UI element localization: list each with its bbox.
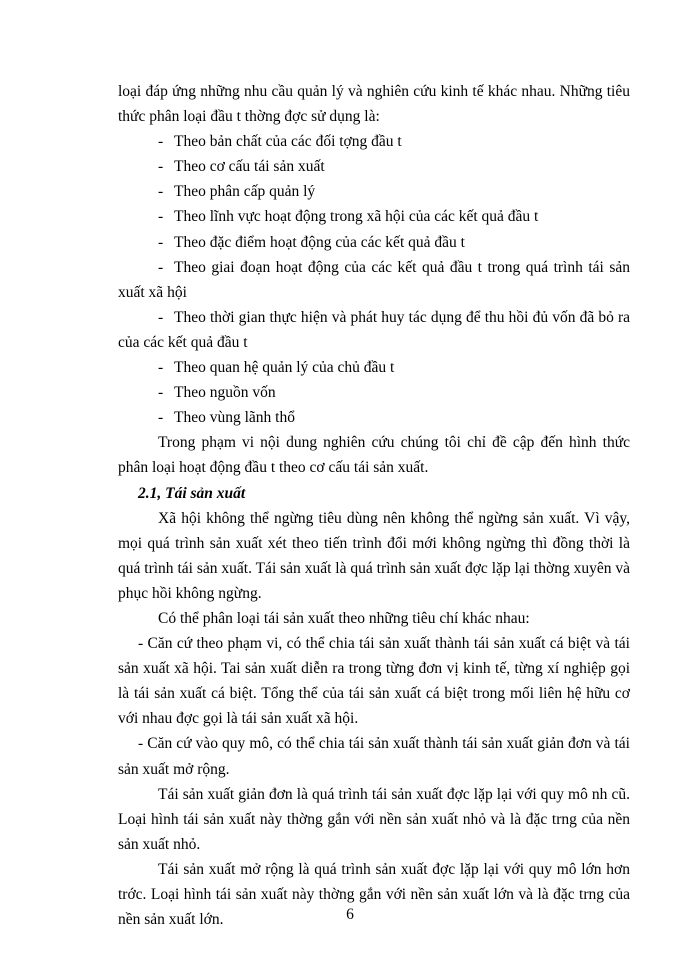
body-paragraph: Xã hội không thể ngừng tiêu dùng nên không thể ngừng sản xuất. Vì vậy, mọi quá trình sản xuất xét theo tiến trình đổi mới không ngừng thì đồng thời là quá trình tái sản xuất. Tái sản xuất là quá trình sản xuất đợc lặp lại thờng xuyên và phục hồi không ngừng. bbox=[118, 509, 630, 602]
scope-paragraph: Trong phạm vi nội dung nghiên cứu chúng tôi chỉ đề cập đến hình thức phân loại hoạt động đầu t theo cơ cấu tái sản xuất. bbox=[118, 434, 630, 477]
bullet-dash-icon: - bbox=[158, 133, 164, 151]
bullet-item: - Theo phân cấp quản lý bbox=[118, 179, 630, 204]
bullet-dash-icon: - bbox=[158, 183, 164, 201]
bullet-dash-icon: - bbox=[158, 208, 164, 226]
section-heading: 2.1, Tái sản xuất bbox=[138, 484, 246, 502]
bullet-item: - Theo bản chất của các đối tợng đầu t bbox=[118, 129, 630, 154]
bullet-dash-icon: - bbox=[158, 308, 164, 326]
bullet-dash-icon: - bbox=[158, 158, 164, 176]
bullet-dash-icon: - bbox=[158, 359, 164, 377]
bullet-item: - Theo thời gian thực hiện và phát huy tác dụng để thu hồi đủ vốn đã bỏ ra của các kết quả đầu t bbox=[118, 305, 630, 355]
body-paragraph: - Căn cứ vào quy mô, có thể chia tái sản xuất thành tái sản xuất giản đơn và tái sản xuất mở rộng. bbox=[118, 735, 630, 778]
intro-paragraph: loại đáp ứng những nhu cầu quản lý và nghiên cứu kinh tế khác nhau. Những tiêu thức phân loại đầu t thờng đợc sử dụng là: bbox=[118, 83, 630, 126]
bullet-item: - Theo giai đoạn hoạt động của các kết quả đầu t trong quá trình tái sản xuất xã hội bbox=[118, 255, 630, 305]
bullet-item: - Theo cơ cấu tái sản xuất bbox=[118, 154, 630, 179]
bullet-item: - Theo đặc điểm hoạt động của các kết quả đầu t bbox=[118, 230, 630, 255]
bullet-item: - Theo quan hệ quản lý của chủ đầu t bbox=[118, 355, 630, 380]
bullet-dash-icon: - bbox=[158, 258, 164, 276]
bullet-dash-icon: - bbox=[158, 233, 164, 251]
bullet-dash-icon: - bbox=[158, 384, 164, 402]
body-paragraph: Có thể phân loại tái sản xuất theo những tiêu chí khác nhau: bbox=[158, 609, 530, 627]
page-number: 6 bbox=[346, 906, 354, 923]
bullet-item: - Theo lĩnh vực hoạt động trong xã hội của các kết quả đầu t bbox=[118, 204, 630, 229]
body-paragraph: Tái sản xuất mở rộng là quá trình sản xuất đợc lặp lại với quy mô lớn hơn trớc. Loại hình tái sản xuất này thờng gắn với nền sản xuất lớn và là đặc trng của nền sản xuất lớn. bbox=[118, 860, 630, 929]
body-paragraph: Tái sản xuất giản đơn là quá trình tái sản xuất đợc lặp lại với quy mô nh cũ. Loại hình tái sản xuất này thờng gắn với nền sản xuất nhỏ và là đặc trng của nền sản xuất nhỏ. bbox=[118, 785, 630, 853]
body-paragraph: - Căn cứ theo phạm vi, có thể chia tái sản xuất thành tái sản xuất cá biệt và tái sản xuất xã hội. Tai sản xuất diễn ra trong từng đơn vị kinh tế, từng xí nghiệp gọi là tái sản xuất cá biệt. Tổng thể của tái sản xuất cá biệt trong mối liên hệ hữu cơ với nhau đợc gọi là tái sản xuất xã hội. bbox=[118, 635, 630, 728]
bullet-item: - Theo vùng lãnh thổ bbox=[118, 405, 630, 430]
bullet-dash-icon: - bbox=[158, 409, 164, 427]
bullet-item: - Theo nguồn vốn bbox=[118, 380, 630, 405]
